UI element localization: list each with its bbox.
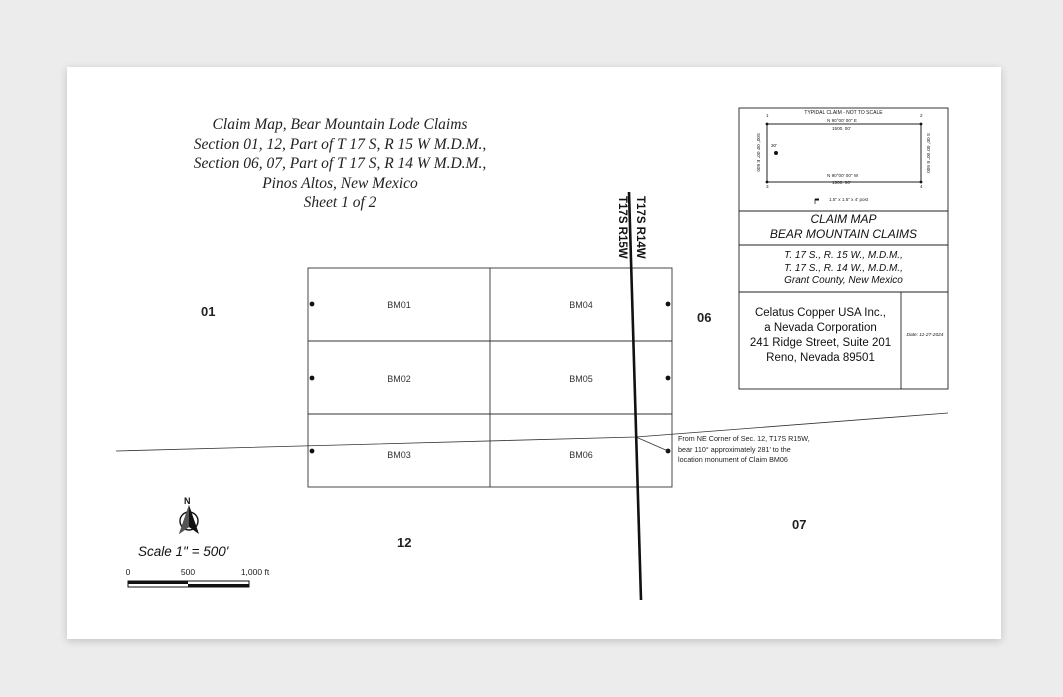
claim-grid <box>308 268 672 487</box>
map-title-line-4: Pinos Altos, New Mexico <box>262 174 418 192</box>
corner-1-label: 1 <box>766 113 769 118</box>
scale-tick-1000: 1,000 ft <box>240 567 270 577</box>
left-side-label: S00° 00' 00" E 600 <box>756 133 761 172</box>
legend-township-line-2: T. 17 S., R. 14 W., M.D.M., <box>784 262 903 274</box>
legend-company-block <box>739 306 902 366</box>
monument-bm04 <box>666 302 671 307</box>
monument-bm05 <box>666 376 671 381</box>
map-title-line-1: Claim Map, Bear Mountain Lode Claims <box>212 116 468 133</box>
claim-label-bm05: BM05 <box>569 374 593 384</box>
claim-label-bm03: BM03 <box>387 450 411 460</box>
section-07-label: 07 <box>792 517 807 532</box>
map-title-line-2: Section 01, 12, Part of T 17 S, R 15 W M.D.M., <box>193 135 487 153</box>
section-12-label: 12 <box>397 535 412 550</box>
legend-township-line-1: T. 17 S., R. 15 W., M.D.M., <box>784 250 903 261</box>
post-label: 1.5" x 1.5" x 4' post <box>829 197 869 202</box>
legend-date: Date: 11-27-2024 <box>906 333 944 338</box>
legend-township-block <box>739 250 948 288</box>
scale-tick-500: 500 <box>180 567 196 577</box>
bearing-note-line-3: location monument of Claim BM06 <box>678 455 788 464</box>
north-arrow-icon <box>179 505 199 534</box>
offset-label: 30' <box>771 143 777 148</box>
typical-claim-diagram <box>766 123 923 204</box>
section-01-label: 01 <box>201 304 216 319</box>
right-side-label: S 00° 00' 00" E 600 <box>926 133 931 173</box>
top-bearing: N 90°00' 00" E <box>827 118 857 123</box>
bearing-note-line-2: bear 110° approximately 281' to the <box>678 444 791 454</box>
claim-label-bm04: BM04 <box>569 300 593 310</box>
legend-company-line-3: 241 Ridge Street, Suite 201 <box>749 337 892 349</box>
claim-label-bm06: BM06 <box>569 450 593 460</box>
north-label: N <box>184 496 191 506</box>
typical-claim-title: TYPIDAL CLAIM - NOT TO SCALE <box>804 110 883 116</box>
corner-4-label: 4 <box>920 184 923 189</box>
legend-township-line-3: Grant County, New Mexico <box>784 275 903 286</box>
claim-label-bm02: BM02 <box>387 374 411 384</box>
bottom-distance: 1500. 00' <box>832 180 851 185</box>
scale-label: Scale 1" = 500' <box>138 544 229 559</box>
bearing-note-line-1: From NE Corner of Sec. 12, T17S R15W, <box>678 434 810 443</box>
township-label-east: T17S R14W <box>634 196 646 259</box>
map-title-line-5: Sheet 1 of 2 <box>303 194 377 211</box>
scale-bar <box>128 581 249 587</box>
map-title-line-3: Section 06, 07, Part of T 17 S, R 14 W M.D.M., <box>193 155 487 172</box>
section-06-label: 06 <box>697 310 712 325</box>
monument-bm01 <box>310 302 315 307</box>
legend-claim-map-line-2: BEAR MOUNTAIN CLAIMS <box>769 227 918 241</box>
map-title <box>150 115 530 213</box>
claim-label-bm01: BM01 <box>387 300 411 310</box>
bearing-note <box>678 434 810 466</box>
legend-company-line-2: a Nevada Corporation <box>764 322 877 334</box>
legend-claim-map-line-1: CLAIM MAP <box>810 212 877 226</box>
township-label-west: T17S R15W <box>616 196 628 259</box>
corner-3-label: 3 <box>766 184 769 189</box>
bottom-bearing: N 90°00' 00" W <box>827 173 859 178</box>
monument-bm03 <box>310 449 315 454</box>
top-distance: 1500. 00' <box>832 126 851 131</box>
legend-company-line-1: Celatus Copper USA Inc., <box>754 307 887 319</box>
corner-2-label: 2 <box>920 113 923 118</box>
road-line <box>116 413 948 451</box>
scale-tick-0: 0 <box>125 567 131 577</box>
bearing-tie-line <box>636 437 668 451</box>
monument-bm02 <box>310 376 315 381</box>
legend-claim-map-title <box>739 212 948 242</box>
legend-company-line-4: Reno, Nevada 89501 <box>766 352 875 364</box>
